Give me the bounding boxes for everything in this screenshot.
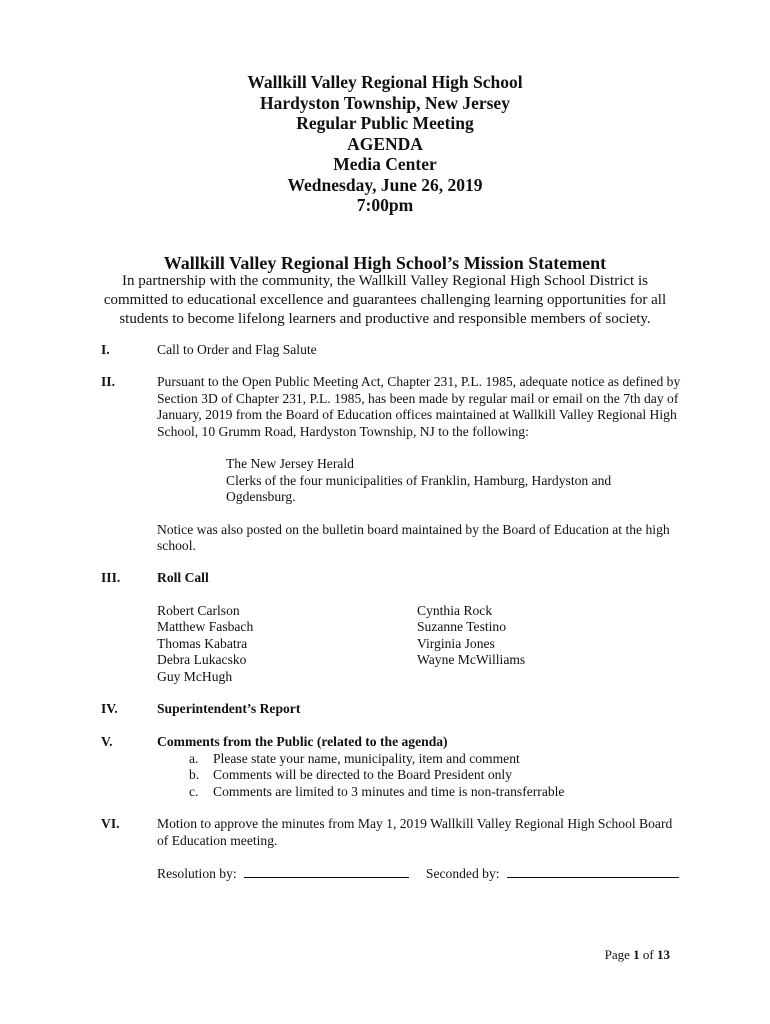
item-number: VI. bbox=[101, 816, 120, 831]
member-name: Cynthia Rock bbox=[417, 602, 493, 618]
seconded-label: Seconded by: bbox=[425, 866, 500, 881]
public-comments-title: Comments from the Public (related to the agenda) bbox=[157, 734, 448, 749]
recipient-list bbox=[226, 456, 681, 506]
member-name: Thomas Kabatra bbox=[157, 635, 248, 651]
member-name: Robert Carlson bbox=[157, 602, 240, 618]
seconded-blank bbox=[507, 865, 679, 878]
member-name: Matthew Fasbach bbox=[157, 619, 254, 634]
mission-title: Wallkill Valley Regional High School’s Mission Statement bbox=[163, 253, 607, 273]
list-item: c. Comments are limited to 3 minutes and time is non-transferrable bbox=[189, 783, 565, 799]
meeting-time: 7:00pm bbox=[356, 195, 414, 215]
notice-text: Pursuant to the Open Public Meeting Act, Chapter 231, P.L. 1985, adequate notice as defined by Section 3D of Chapter 231, P.L. 1985, has been made by regular mail or email on the 7th day of January, 2019 from the Board of Education offices maintained at Wallkill Valley Regional High School, 10 Grumm Road, Hardyston Township, NJ to the following: bbox=[157, 374, 681, 439]
mission-statement: In partnership with the community, the Wallkill Valley Regional High School District is committed to educational excellence and guarantees challenging learning opportunities for all students to become lifelong learners and productive and responsible members of society. bbox=[103, 273, 667, 327]
recipient-clerks: Clerks of the four municipalities of Franklin, Hamburg, Hardyston and Ogdensburg. bbox=[226, 472, 612, 504]
item-number: II. bbox=[101, 374, 115, 389]
school-name: Wallkill Valley Regional High School bbox=[247, 72, 523, 92]
member-name: Wayne McWilliams bbox=[417, 652, 526, 667]
member-name: Guy McHugh bbox=[157, 668, 233, 684]
item-text: Call to Order and Flag Salute bbox=[157, 342, 317, 357]
document-header bbox=[0, 72, 770, 216]
township: Hardyston Township, New Jersey bbox=[260, 92, 510, 113]
meeting-type: Regular Public Meeting bbox=[296, 113, 474, 133]
item-number: V. bbox=[101, 734, 113, 749]
meeting-date: Wednesday, June 26, 2019 bbox=[287, 174, 483, 195]
meeting-location: Media Center bbox=[333, 154, 437, 174]
member-name: Suzanne Testino bbox=[417, 619, 507, 634]
roll-call-column-left bbox=[157, 603, 417, 686]
posting-notice: Notice was also posted on the bulletin board maintained by the Board of Education at the high school. bbox=[157, 521, 670, 553]
item-number: IV. bbox=[101, 701, 118, 716]
superintendent-report-title: Superintendent’s Report bbox=[157, 701, 301, 716]
roll-call-title: Roll Call bbox=[157, 570, 209, 585]
item-number: I. bbox=[101, 342, 110, 357]
resolution-label: Resolution by: bbox=[157, 866, 237, 881]
page-number: Page 1 of 13 bbox=[604, 947, 670, 962]
agenda-title: AGENDA bbox=[347, 133, 423, 154]
public-comment-rules bbox=[157, 751, 681, 801]
motion-text: Motion to approve the minutes from May 1, 2019 Wallkill Valley Regional High School Board of Education meeting. bbox=[157, 816, 673, 848]
signature-lines bbox=[157, 865, 681, 883]
member-name: Debra Lukacsko bbox=[157, 652, 247, 667]
roll-call-column-right bbox=[417, 603, 677, 686]
member-name: Virginia Jones bbox=[417, 635, 495, 651]
resolution-blank bbox=[244, 865, 409, 878]
list-item: b. Comments will be directed to the Board President only bbox=[189, 767, 513, 782]
list-item: a. Please state your name, municipality, item and comment bbox=[189, 750, 520, 766]
recipient-herald: The New Jersey Herald bbox=[226, 456, 354, 471]
item-number: III. bbox=[101, 570, 121, 585]
roll-call-list bbox=[157, 603, 681, 686]
